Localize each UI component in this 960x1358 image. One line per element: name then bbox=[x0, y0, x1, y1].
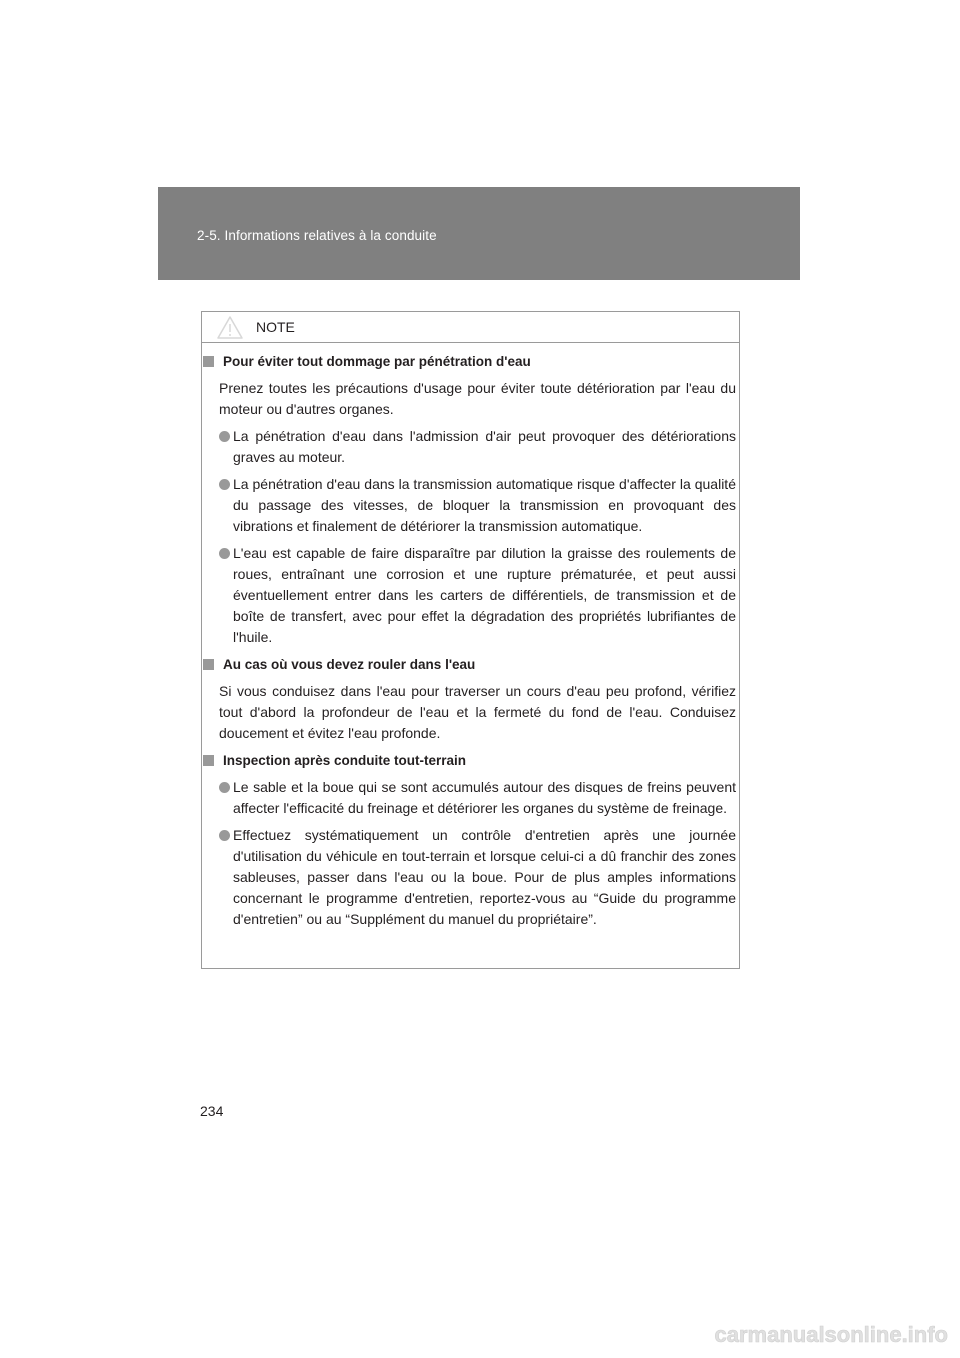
circle-bullet-icon bbox=[219, 479, 230, 490]
note-body bbox=[202, 351, 739, 936]
page-number: 234 bbox=[200, 1103, 224, 1119]
circle-bullet-icon bbox=[219, 431, 230, 442]
bullet-item: La pénétration d'eau dans la transmission automatique risque d'affecter la qualité du passage des vitesses, de bloquer la transmission en provoquant des vibrations et finalement de détériorer la transmission automatique. bbox=[202, 474, 739, 537]
section-heading: Inspection après conduite tout-terrain bbox=[202, 750, 739, 771]
note-title: NOTE bbox=[256, 319, 295, 335]
bullet-item: La pénétration d'eau dans l'admission d'air peut provoquer des détériorations graves au moteur. bbox=[202, 426, 739, 468]
square-bullet-icon bbox=[203, 659, 214, 670]
warning-triangle-icon bbox=[216, 315, 244, 340]
bullet-item: Le sable et la boue qui se sont accumulés autour des disques de freins peuvent affecter l'efficacité du freinage et détériorer les organes du système de freinage. bbox=[202, 777, 739, 819]
section-paragraph: Si vous conduisez dans l'eau pour traverser un cours d'eau peu profond, vérifiez tout d'abord la profondeur de l'eau et la fermeté du fond de l'eau. Conduisez doucement et évitez l'eau profonde. bbox=[219, 683, 736, 741]
square-bullet-icon bbox=[203, 755, 214, 766]
section-header-band bbox=[158, 187, 800, 280]
section-heading: Pour éviter tout dommage par pénétration d'eau bbox=[202, 351, 739, 372]
watermark-logo bbox=[632, 1320, 948, 1350]
circle-bullet-icon bbox=[219, 830, 230, 841]
svg-text:carmanualsonline.info: carmanualsonline.info bbox=[714, 1322, 948, 1347]
note-box bbox=[201, 311, 740, 969]
square-bullet-icon bbox=[203, 356, 214, 367]
note-header bbox=[202, 312, 739, 343]
section-paragraph: Prenez toutes les précautions d'usage pour éviter toute détérioration par l'eau du moteur ou d'autres organes. bbox=[219, 380, 736, 417]
circle-bullet-icon bbox=[219, 782, 230, 793]
bullet-item: L'eau est capable de faire disparaître par dilution la graisse des roulements de roues, entraînant une corrosion et une rupture prématurée, et peut aussi éventuellement entrer dans les carters de différentiels, de transmission et de boîte de transfert, avec pour effet la dégradation des propriétés lubrifiantes de l'huile. bbox=[202, 543, 739, 648]
bullet-item: Effectuez systématiquement un contrôle d'entretien après une journée d'utilisation du véhicule en tout-terrain et lorsque celui-ci a dû franchir des zones sableuses, passer dans l'eau ou la boue. Pour de plus amples informations concernant le programme d'entretien, reportez-vous au “Guide du programme d'entretien” ou au “Supplément du manuel du propriétaire”. bbox=[202, 825, 739, 930]
section-title: 2-5. Informations relatives à la conduite bbox=[197, 228, 437, 243]
section-heading: Au cas où vous devez rouler dans l'eau bbox=[202, 654, 739, 675]
circle-bullet-icon bbox=[219, 548, 230, 559]
